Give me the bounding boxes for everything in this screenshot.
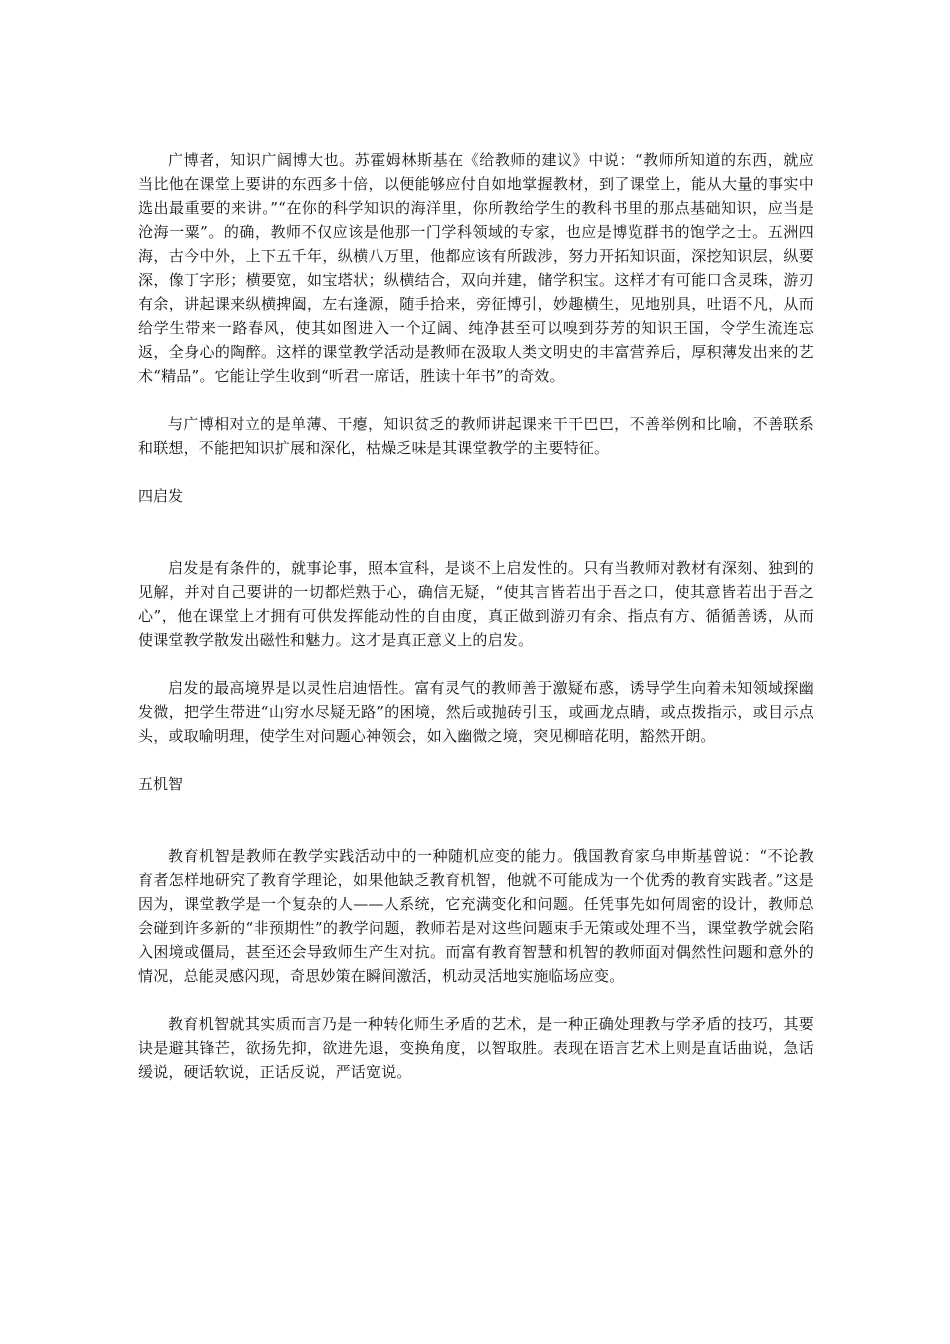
paragraph-gap bbox=[138, 748, 814, 772]
heading-gap bbox=[138, 796, 814, 844]
heading-gap bbox=[138, 508, 814, 556]
paragraph-inspiration-highest: 启发的最高境界是以灵性启迪悟性。富有灵气的教师善于激疑布惑，诱导学生向着未知领域探幽发微，把学生带进“山穷水尽疑无路”的困境，然后或抛砖引玉，或画龙点睛，或点拨指示，或目示点头，或取喻明理，使学生对问题心神领会，如入幽微之境，突见柳暗花明，豁然开朗。 bbox=[138, 679, 814, 745]
paragraph-gap bbox=[138, 988, 814, 1012]
section-heading-wit: 五机智 bbox=[138, 775, 184, 793]
paragraph-inspiration-conditions: 启发是有条件的，就事论事，照本宣科，是谈不上启发性的。只有当教师对教材有深刻、独到的见解，并对自己要讲的一切都烂熟于心，确信无疑，“使其言皆若出于吾之口，使其意皆若出于吾之心”，他在课堂上才拥有可供发挥能动性的自由度，真正做到游刃有余、指点有方、循循善诱，从而使课堂教学散发出磁性和魅力。这才是真正意义上的启发。 bbox=[138, 559, 814, 649]
paragraph-gap bbox=[138, 652, 814, 676]
paragraph-gap bbox=[138, 460, 814, 484]
paragraph-wit-essence: 教育机智就其实质而言乃是一种转化师生矛盾的艺术，是一种正确处理教与学矛盾的技巧，其要诀是避其锋芒，欲扬先抑，欲进先退，变换角度，以智取胜。表现在语言艺术上则是直话曲说，急话缓说，硬话软说，正话反说，严话宽说。 bbox=[138, 1015, 814, 1081]
section-heading-inspiration: 四启发 bbox=[138, 487, 184, 505]
paragraph-wit-definition: 教育机智是教师在教学实践活动中的一种随机应变的能力。俄国教育家乌申斯基曾说：“不论教育者怎样地研究了教育学理论，如果他缺乏教育机智，他就不可能成为一个优秀的教育实践者。”这是因为，课堂教学是一个复杂的人——人系统，它充满变化和问题。任凭事先如何周密的设计，教师总会碰到许多新的“非预期性”的教学问题，教师若是对这些问题束手无策或处理不当，课堂教学就会陷入困境或僵局，甚至还会导致师生产生对抗。而富有教育智慧和机智的教师面对偶然性问题和意外的情况，总能灵感闪现，奇思妙策在瞬间激活，机动灵活地实施临场应变。 bbox=[138, 847, 814, 985]
document-page bbox=[138, 148, 814, 1084]
paragraph-broad-opposite: 与广博相对立的是单薄、干瘪，知识贫乏的教师讲起课来干干巴巴，不善举例和比喻，不善联系和联想，不能把知识扩展和深化，枯燥乏味是其课堂教学的主要特征。 bbox=[138, 415, 814, 457]
paragraph-broad-knowledge: 广博者，知识广阔博大也。苏霍姆林斯基在《给教师的建议》中说：“教师所知道的东西，就应当比他在课堂上要讲的东西多十倍，以便能够应付自如地掌握教材，到了课堂上，能从大量的事实中选出最重要的来讲。”“在你的科学知识的海洋里，你所教给学生的教科书里的那点基础知识，应当是沧海一粟”。的确，教师不仅应该是他那一门学科领域的专家，也应是博览群书的饱学之士。五洲四海，古今中外，上下五千年，纵横八万里，他都应该有所跋涉，努力开拓知识面，深挖知识层，纵要深，像丁字形；横要宽，如宝塔状；纵横结合，双向并建，储学积宝。这样才有可能口含灵珠，游刃有余，讲起课来纵横捭阖，左右逢源，随手拾来，旁征博引，妙趣横生，见地别具，吐语不凡，从而给学生带来一路春风，使其如图进入一个辽阔、纯净甚至可以嗅到芬芳的知识王国，令学生流连忘返，全身心的陶醉。这样的课堂教学活动是教师在汲取人类文明史的丰富营养后，厚积薄发出来的艺术“精品”。它能让学生收到“听君一席话，胜读十年书”的奇效。 bbox=[138, 151, 814, 385]
paragraph-gap bbox=[138, 388, 814, 412]
